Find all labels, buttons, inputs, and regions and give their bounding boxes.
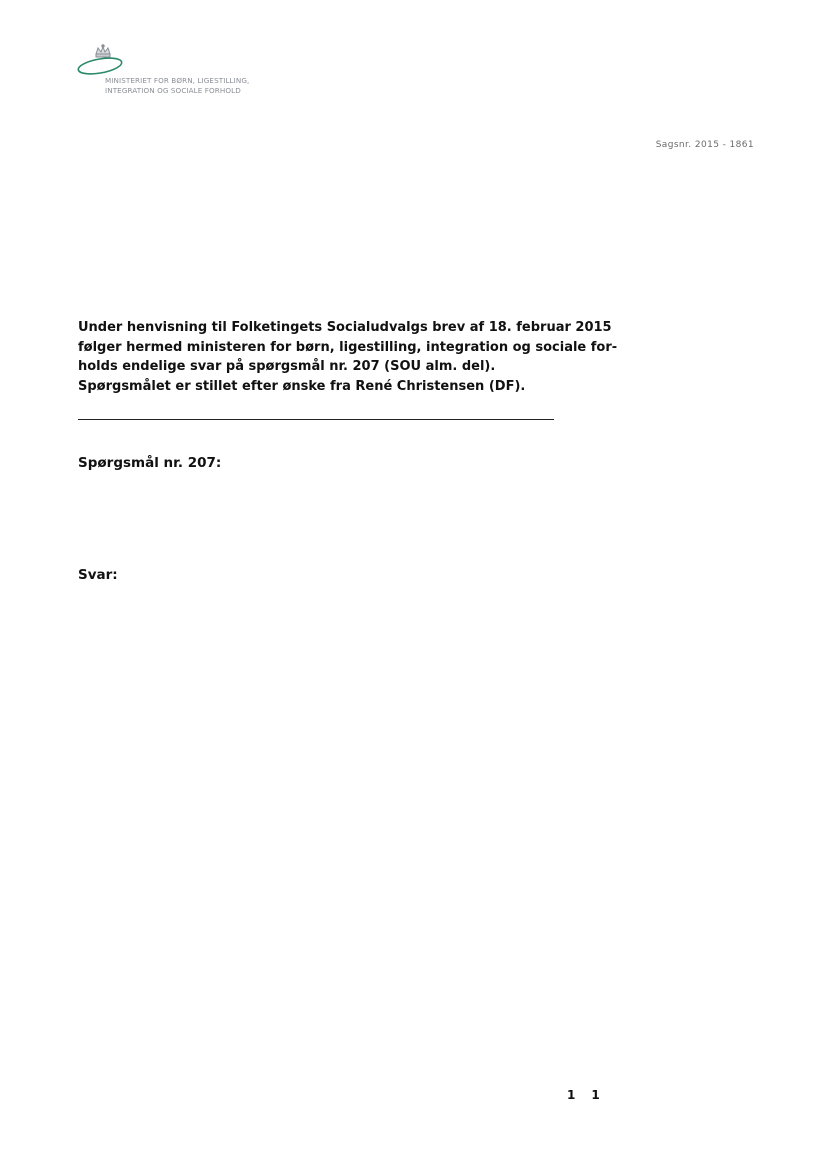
intro-line: holds endelige svar på spørgsmål nr. 207 (SOU alm. del). <box>78 359 496 374</box>
ministry-logo <box>76 44 276 100</box>
intro-paragraph <box>78 318 618 396</box>
page-number <box>567 1088 600 1102</box>
divider-line <box>78 419 554 420</box>
case-number: Sagsnr. 2015 - 1861 <box>655 140 754 150</box>
intro-line: Spørgsmålet er stillet efter ønske fra René Christensen (DF). <box>78 378 526 394</box>
answer-heading: Svar: <box>78 567 118 583</box>
ministry-name-line-2: INTEGRATION OG SOCIALE FORHOLD <box>105 86 241 95</box>
ministry-name <box>105 76 249 96</box>
ministry-name-line-1: MINISTERIET FOR BØRN, LIGESTILLING, <box>105 76 250 85</box>
intro-line: følger hermed ministeren for børn, ligestilling, integration og sociale for- <box>78 339 618 355</box>
intro-line: Under henvisning til Folketingets Socialudvalgs brev af 18. februar 2015 <box>78 320 612 335</box>
question-heading: Spørgsmål nr. 207: <box>78 455 222 471</box>
page-total: 1 <box>591 1088 600 1102</box>
crown-emblem-icon <box>76 44 136 80</box>
page-current: 1 <box>567 1088 576 1102</box>
